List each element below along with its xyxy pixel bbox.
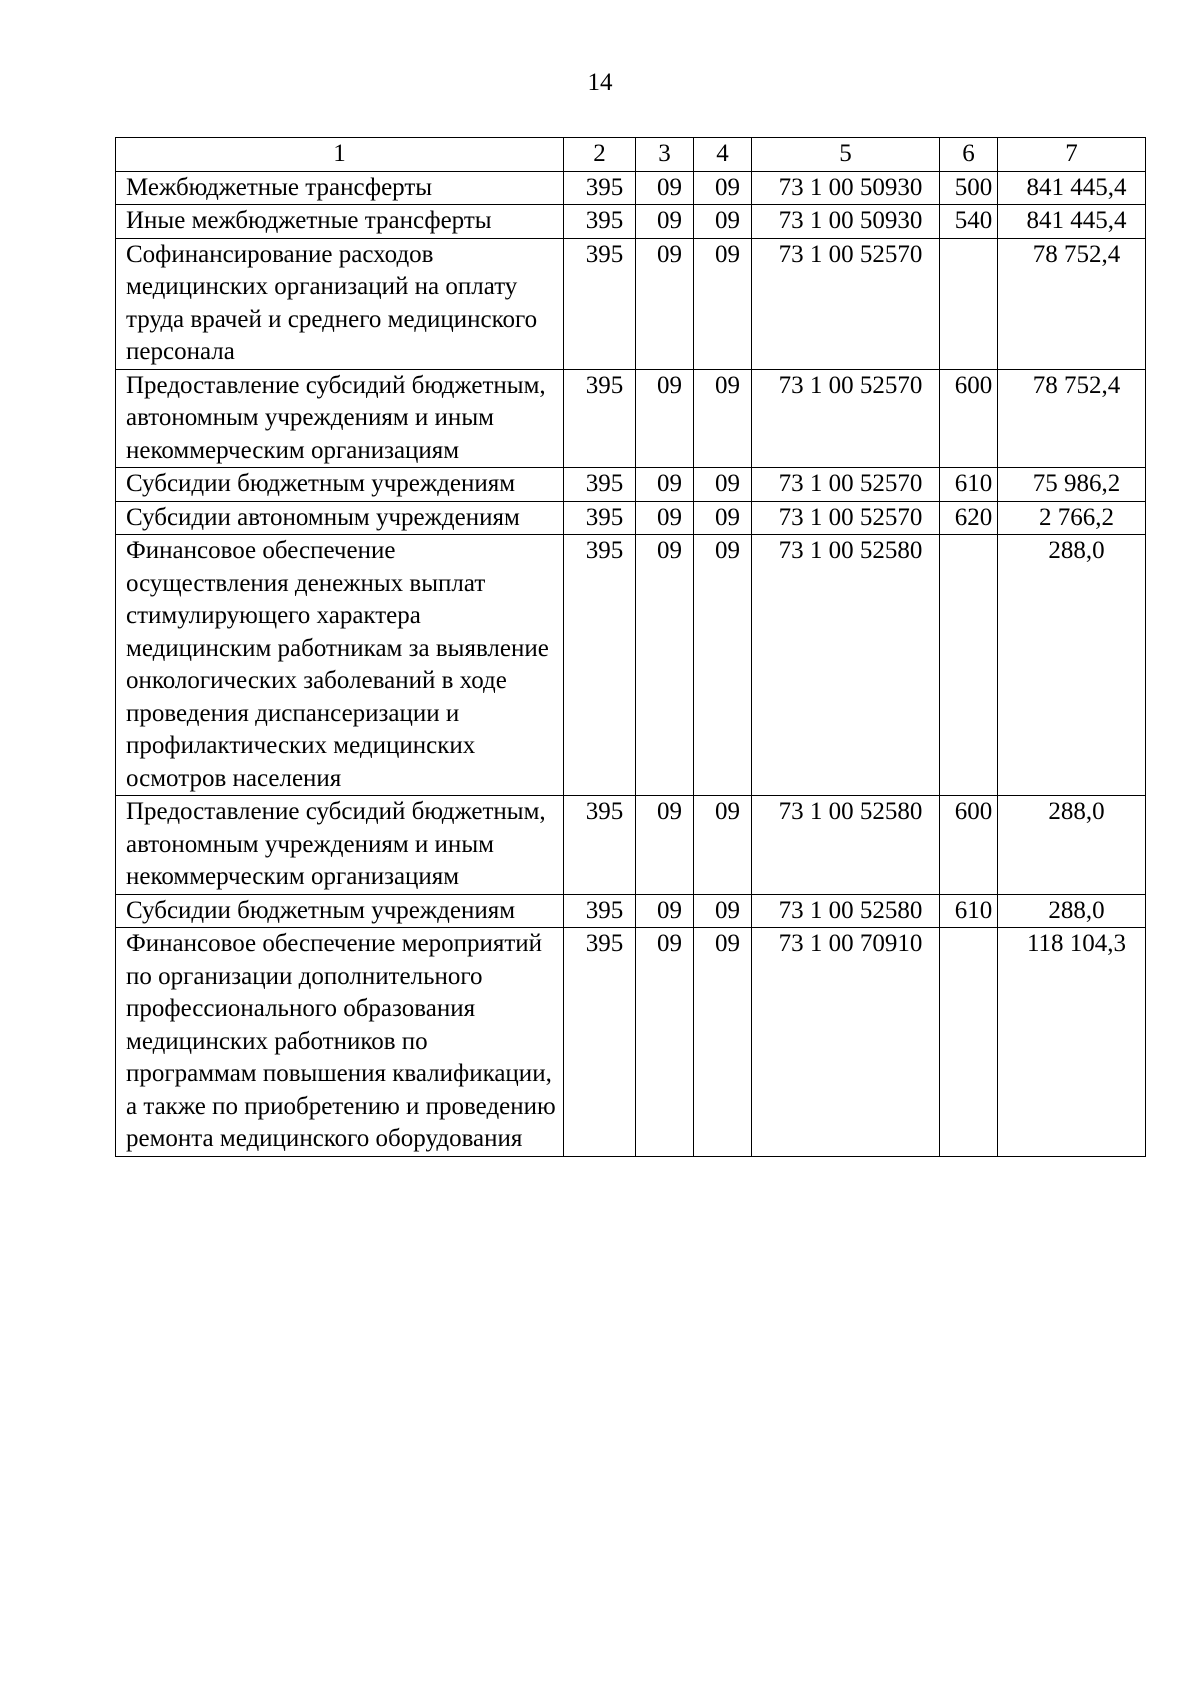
ministry-code-cell: 395	[564, 238, 636, 369]
row-name-cell: Предоставление субсидий бюджетным, автономным учреждениям и иным некоммерческим организациям	[116, 796, 564, 895]
column-header: 5	[752, 138, 940, 172]
table-row	[116, 205, 1146, 239]
subsection-cell: 09	[694, 535, 752, 796]
amount-cell: 841 445,4	[998, 171, 1146, 205]
table-header-row	[116, 138, 1146, 172]
column-header: 4	[694, 138, 752, 172]
amount-cell: 288,0	[998, 894, 1146, 928]
row-name-cell: Субсидии автономным учреждениям	[116, 501, 564, 535]
column-header: 7	[998, 138, 1146, 172]
section-cell: 09	[636, 928, 694, 1157]
target-article-cell: 73 1 00 52580	[752, 796, 940, 895]
table-row	[116, 238, 1146, 369]
target-article-cell: 73 1 00 52580	[752, 894, 940, 928]
column-header: 6	[940, 138, 998, 172]
table-row	[116, 369, 1146, 468]
row-name-cell: Иные межбюджетные трансферты	[116, 205, 564, 239]
section-cell: 09	[636, 501, 694, 535]
target-article-cell: 73 1 00 52580	[752, 535, 940, 796]
target-article-cell: 73 1 00 70910	[752, 928, 940, 1157]
table-body	[116, 171, 1146, 1156]
subsection-cell: 09	[694, 468, 752, 502]
expense-type-cell: 610	[940, 894, 998, 928]
expense-type-cell: 500	[940, 171, 998, 205]
ministry-code-cell: 395	[564, 894, 636, 928]
amount-cell: 288,0	[998, 535, 1146, 796]
ministry-code-cell: 395	[564, 205, 636, 239]
subsection-cell: 09	[694, 171, 752, 205]
table-row	[116, 796, 1146, 895]
table-row	[116, 894, 1146, 928]
target-article-cell: 73 1 00 52570	[752, 238, 940, 369]
target-article-cell: 73 1 00 50930	[752, 171, 940, 205]
section-cell: 09	[636, 205, 694, 239]
section-cell: 09	[636, 894, 694, 928]
column-header: 2	[564, 138, 636, 172]
section-cell: 09	[636, 171, 694, 205]
subsection-cell: 09	[694, 928, 752, 1157]
subsection-cell: 09	[694, 501, 752, 535]
table-row	[116, 535, 1146, 796]
ministry-code-cell: 395	[564, 501, 636, 535]
row-name-cell: Софинансирование расходов медицинских организаций на оплату труда врачей и среднего медицинского персонала	[116, 238, 564, 369]
amount-cell: 2 766,2	[998, 501, 1146, 535]
table-row	[116, 928, 1146, 1157]
section-cell: 09	[636, 468, 694, 502]
table-row	[116, 468, 1146, 502]
amount-cell: 288,0	[998, 796, 1146, 895]
expense-type-cell: 600	[940, 796, 998, 895]
subsection-cell: 09	[694, 894, 752, 928]
subsection-cell: 09	[694, 796, 752, 895]
expense-type-cell	[940, 535, 998, 796]
column-header: 1	[116, 138, 564, 172]
table-row	[116, 171, 1146, 205]
row-name-cell: Финансовое обеспечение осуществления денежных выплат стимулирующего характера медицинским работникам за выявление онкологических заболеваний в ходе проведения диспансеризации и профилактических медицинских осмотров населения	[116, 535, 564, 796]
column-header: 3	[636, 138, 694, 172]
ministry-code-cell: 395	[564, 468, 636, 502]
ministry-code-cell: 395	[564, 171, 636, 205]
row-name-cell: Финансовое обеспечение мероприятий по организации дополнительного профессионального образования медицинских работников по программам повышения квалификации, а также по приобретению и проведению ремонта медицинского оборудования	[116, 928, 564, 1157]
row-name-cell: Предоставление субсидий бюджетным, автономным учреждениям и иным некоммерческим организациям	[116, 369, 564, 468]
section-cell: 09	[636, 238, 694, 369]
target-article-cell: 73 1 00 50930	[752, 205, 940, 239]
target-article-cell: 73 1 00 52570	[752, 369, 940, 468]
expense-type-cell	[940, 928, 998, 1157]
expense-type-cell: 540	[940, 205, 998, 239]
ministry-code-cell: 395	[564, 928, 636, 1157]
table-row	[116, 501, 1146, 535]
ministry-code-cell: 395	[564, 535, 636, 796]
ministry-code-cell: 395	[564, 369, 636, 468]
expense-type-cell: 620	[940, 501, 998, 535]
section-cell: 09	[636, 535, 694, 796]
expense-type-cell: 610	[940, 468, 998, 502]
amount-cell: 841 445,4	[998, 205, 1146, 239]
row-name-cell: Межбюджетные трансферты	[116, 171, 564, 205]
expense-type-cell	[940, 238, 998, 369]
amount-cell: 118 104,3	[998, 928, 1146, 1157]
section-cell: 09	[636, 369, 694, 468]
section-cell: 09	[636, 796, 694, 895]
amount-cell: 75 986,2	[998, 468, 1146, 502]
amount-cell: 78 752,4	[998, 238, 1146, 369]
subsection-cell: 09	[694, 369, 752, 468]
target-article-cell: 73 1 00 52570	[752, 468, 940, 502]
page-number: 14	[587, 69, 613, 96]
budget-table	[115, 137, 1146, 1157]
target-article-cell: 73 1 00 52570	[752, 501, 940, 535]
expense-type-cell: 600	[940, 369, 998, 468]
subsection-cell: 09	[694, 205, 752, 239]
amount-cell: 78 752,4	[998, 369, 1146, 468]
row-name-cell: Субсидии бюджетным учреждениям	[116, 468, 564, 502]
ministry-code-cell: 395	[564, 796, 636, 895]
subsection-cell: 09	[694, 238, 752, 369]
row-name-cell: Субсидии бюджетным учреждениям	[116, 894, 564, 928]
